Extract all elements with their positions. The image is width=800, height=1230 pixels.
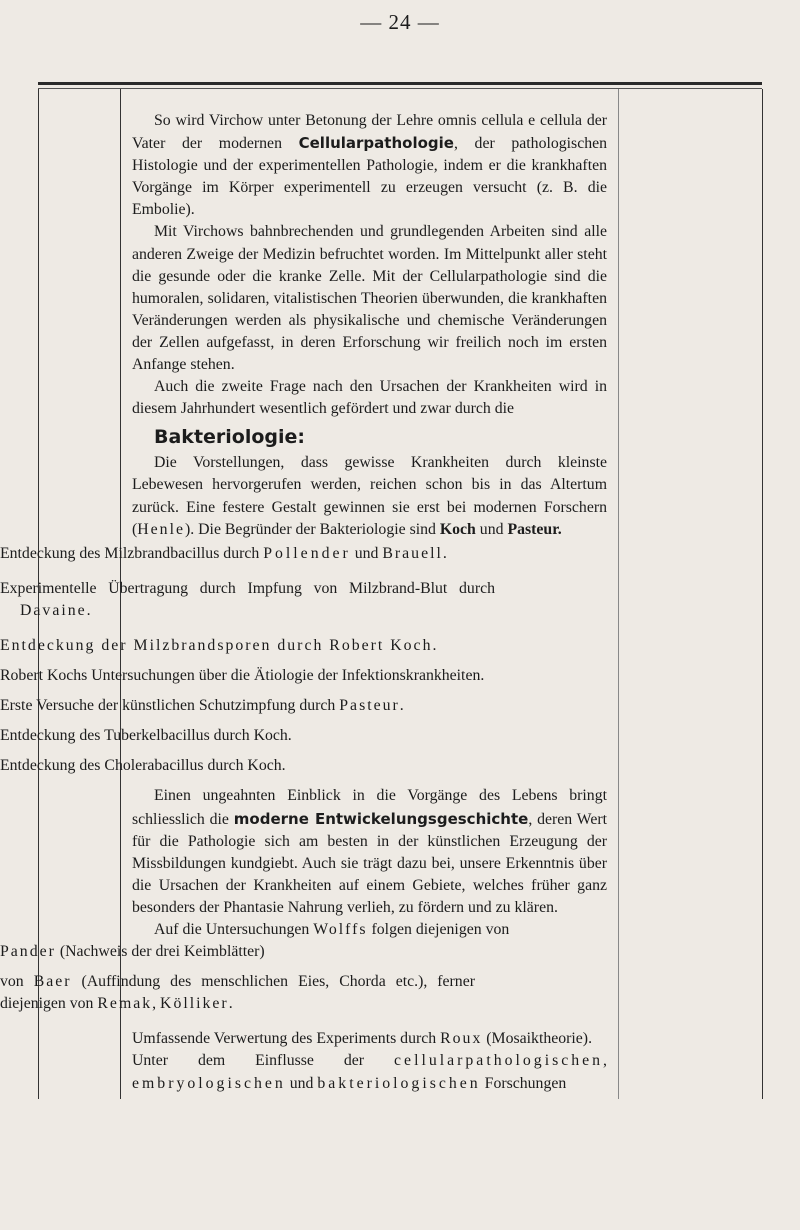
spacer: [0, 565, 800, 578]
name-wolffs: Wolffs: [313, 921, 368, 938]
timeline-entry-1828: [0, 971, 475, 1015]
text-run: Unter dem Einflusse der: [132, 1052, 395, 1070]
text-run: und: [285, 1074, 318, 1092]
text-run: (Mosaiktheorie).: [482, 1030, 593, 1048]
text-run: So wird Virchow unter Betonung der Lehre omnis cellula e cellula der Vater der modernen: [132, 112, 607, 153]
term-bakteriologischen: bakteriologischen: [317, 1074, 481, 1092]
text-run: ). Die Begründer der Bakteriologie sind: [184, 520, 440, 538]
name-remak: Remak: [97, 995, 153, 1013]
text-run: Die Vorstellungen, dass gewisse Krankheiten durch kleinste Lebewesen hervorgerufen werden, reichen schon bis in das Altertum zurück. Eine festere Gestalt gewinnen sie erst bei modernen Forschern (: [132, 454, 607, 538]
timeline-entry-1876: [0, 635, 495, 657]
text-run: Entdeckung des Tuberkelbacillus durch Koch.: [0, 727, 292, 745]
name-brauell: Brauell: [382, 544, 443, 562]
name-roux: Roux: [440, 1030, 483, 1048]
spacer: [0, 622, 800, 635]
spacer: [0, 687, 800, 695]
text-run: Robert Kochs Untersuchungen über die Ätiologie der Infektionskrankheiten.: [0, 667, 485, 685]
text-run: von: [0, 973, 34, 991]
text-run: .: [442, 544, 447, 562]
timeline-entry-1878: [0, 665, 495, 687]
text-run: .: [399, 697, 404, 715]
term-entwickelungsgeschichte: moderne Entwickelungsgeschichte: [233, 809, 529, 828]
page-body: [0, 110, 800, 1095]
text-run: (Auffindung des menschlichen Eies, Chorda etc.), ferner diejenigen von: [0, 973, 475, 1013]
paragraph-wolff: [132, 919, 607, 941]
name-pander: Pander: [0, 943, 56, 961]
term-embryologischen: embryologischen: [132, 1074, 286, 1092]
name-koch: Koch: [439, 520, 476, 538]
text-run: .: [228, 995, 233, 1013]
timeline-entry-1849: [0, 543, 495, 565]
paragraph-virchow-works: Mit Virchows bahnbrechenden und grundlegenden Arbeiten sind alle anderen Zweige der Medizin befruchtet worden. Im Mittelpunkt aller steht die gesunde oder die kranke Zelle. Mit der Cellularpathologie sind die humoralen, solidaren, vitalistischen Theorien überwunden, die krankhaften Veränderungen werden als physikalische und chemische Veränderungen der Zellen aufgefasst, in deren Erforschung wir freilich noch im ersten Anfange stehen.: [132, 223, 607, 374]
timeline-entry-1882: [0, 725, 495, 747]
text-run: Umfassende Verwertung des Experiments durch: [132, 1030, 441, 1048]
text-run: , deren Wert für die Pathologie sich am besten in der künstlichen Erzeugung der Missbildungen kundgiebt. Auch sie trägt dazu bei, unsere Erkenntnis über die Ursachen der Krankheiten auf einem Gebiete, welches früher ganz besonders der Phantasie Nahrung verlieh, zu fördern und zu klären.: [132, 810, 607, 916]
spacer: [0, 1015, 800, 1028]
name-koelliker: Kölliker: [160, 995, 229, 1013]
timeline-entry-1817: [0, 941, 475, 963]
term-cellularpathologischen: cellularpathologischen: [394, 1052, 604, 1070]
text-run: Erste Versuche der künstlichen Schutzimpfung durch: [0, 697, 340, 715]
text-run: Entdeckung des Milzbrandbacillus durch: [0, 544, 264, 562]
name-pollender: Pollender: [263, 544, 351, 562]
text-run: , der pathologischen Histologie und der experimentellen Pathologie, indem er die krankhaften Vorgänge im Körper experimentell zu erzeugen versucht (z. B. die Embolie).: [132, 135, 608, 219]
spacer: [0, 777, 800, 785]
name-henle: Henle: [137, 520, 185, 538]
text-run: ,: [152, 995, 161, 1013]
text-run: Experimentelle Übertragung durch Impfung von Milzbrand-Blut durch: [0, 579, 495, 597]
text-run: Auf die Untersuchungen: [154, 921, 314, 938]
term-cellularpathologie: Cellularpathologie: [298, 134, 454, 153]
spacer: [0, 747, 800, 755]
name-baer: Baer: [33, 973, 72, 991]
spacer: [0, 657, 800, 665]
text-run: Forschungen: [480, 1074, 567, 1092]
timeline-entry-1883: [0, 755, 495, 777]
name-pasteur-spaced: Pasteur: [339, 697, 400, 715]
paragraph-roux: [132, 1028, 607, 1050]
paragraph-final: [132, 1050, 607, 1094]
paragraph-virchow: [132, 110, 607, 221]
text-run: Einen ungeahnten Einblick in die Vorgänge des Lebens bringt schliesslich die: [132, 787, 607, 828]
text-run: .: [86, 601, 91, 619]
top-rule-thin: [38, 88, 762, 89]
paragraph-bakteriologie: [132, 452, 607, 540]
name-pasteur: Pasteur.: [507, 520, 562, 538]
text-run: und: [475, 520, 508, 538]
spacer: [0, 963, 800, 971]
paragraph-entwickelungsgeschichte: [132, 785, 607, 919]
timeline-entry-davaine: [0, 578, 495, 622]
text-run: ,: [603, 1052, 607, 1070]
timeline-entry-1880: [0, 695, 495, 717]
paragraph-second-question: Auch die zweite Frage nach den Ursachen der Krankheiten wird in diesem Jahrhundert wesentlich gefördert und zwar durch die: [132, 378, 607, 418]
section-heading-bakteriologie: Bakteriologie:: [154, 426, 306, 449]
name-davaine: Davaine: [20, 601, 87, 619]
spacer: [0, 717, 800, 725]
text-run: und: [350, 544, 383, 562]
text-run: (Nachweis der drei Keimblätter): [55, 943, 265, 961]
text-run: Entdeckung des Cholerabacillus durch Koch.: [0, 757, 286, 775]
text-run: folgen diejenigen von: [367, 921, 510, 938]
top-rule: [38, 82, 762, 85]
page-number: — 24 —: [360, 10, 440, 34]
text-run: Entdeckung der Milzbrandsporen durch Robert Koch.: [0, 636, 439, 654]
